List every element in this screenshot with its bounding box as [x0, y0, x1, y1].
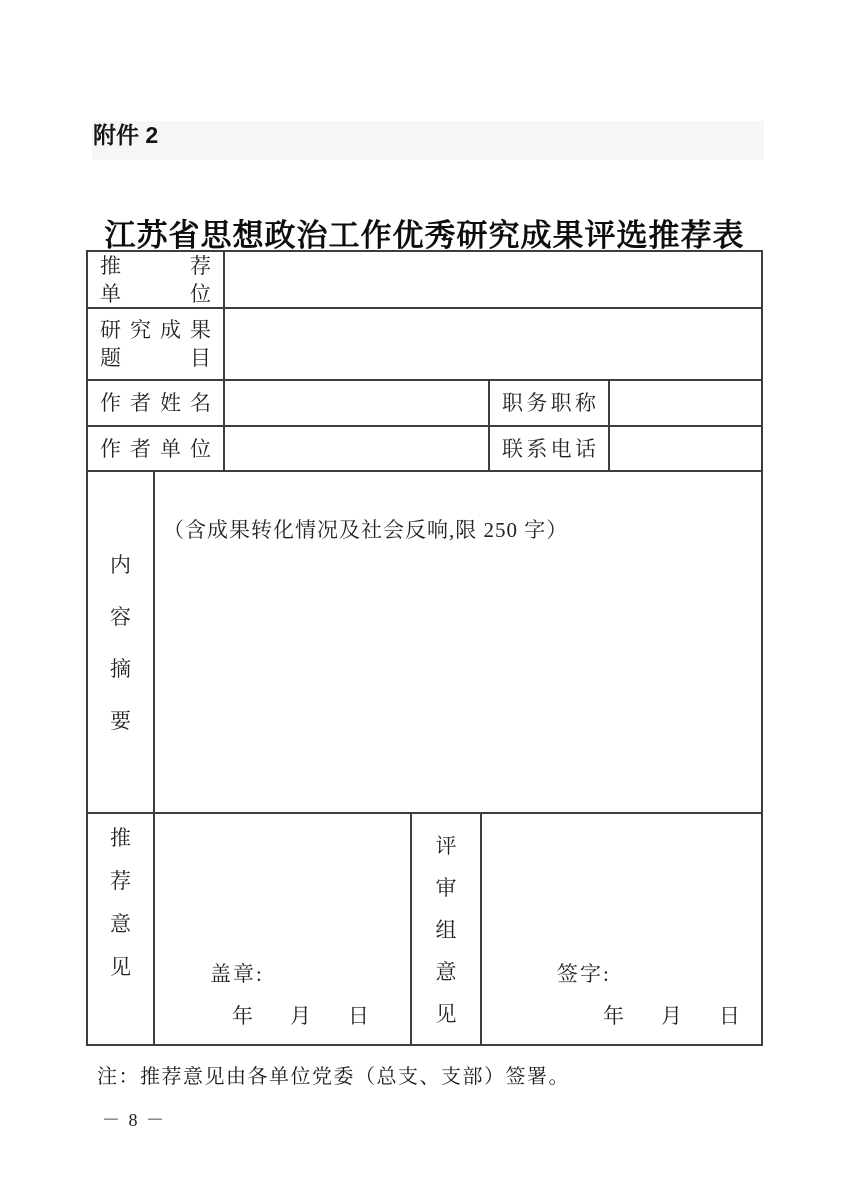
- recommending-unit-value[interactable]: [225, 252, 761, 307]
- author-name-value[interactable]: [225, 381, 490, 425]
- page-number: － 8 －: [102, 1110, 166, 1130]
- achievement-title-label-line2: 题 目: [100, 346, 211, 370]
- row-content-abstract: [88, 472, 761, 814]
- row-author-name: [88, 381, 761, 427]
- achievement-title-label: [88, 309, 225, 379]
- position-title-label: 职 务 职 称: [490, 381, 610, 425]
- attachment-label: 附件 2: [93, 122, 159, 148]
- scan-artifact-band: [92, 121, 764, 160]
- signature-label: 签字:: [557, 962, 611, 986]
- row-opinions: [88, 814, 761, 1044]
- contact-phone-label: 联 系 电 话: [490, 427, 610, 470]
- row-recommending-unit: [88, 252, 761, 309]
- content-abstract-label: 内 容 摘 要: [88, 472, 155, 812]
- recommendation-date-line: 年 月 日: [232, 1004, 369, 1028]
- review-date-line: 年 月 日: [603, 1004, 740, 1028]
- author-name-label: 作 者 姓 名: [88, 381, 225, 425]
- seal-label: 盖章:: [210, 962, 264, 986]
- achievement-title-label-line1: 研 究 成 果: [100, 318, 211, 342]
- recommendation-opinion-label: 推 荐 意 见: [88, 814, 155, 1044]
- page-title: 江苏省思想政治工作优秀研究成果评选推荐表: [104, 217, 745, 253]
- recommending-unit-label: [88, 252, 225, 307]
- author-unit-label: 作 者 单 位: [88, 427, 225, 470]
- row-author-unit: [88, 427, 761, 472]
- recommendation-opinion-value[interactable]: [155, 814, 412, 1044]
- achievement-title-value[interactable]: [225, 309, 761, 379]
- review-group-opinion-label: 评 审 组 意 见: [412, 814, 482, 1044]
- position-title-value[interactable]: [610, 381, 761, 425]
- author-unit-value[interactable]: [225, 427, 490, 470]
- content-abstract-value[interactable]: [155, 472, 761, 812]
- row-achievement-title: [88, 309, 761, 381]
- review-group-opinion-value[interactable]: [482, 814, 761, 1044]
- content-abstract-hint: （含成果转化情况及社会反响,限 250 字）: [163, 518, 569, 542]
- recommendation-form-table: [86, 250, 763, 1046]
- recommending-unit-label-line1: 推 荐: [100, 253, 211, 278]
- contact-phone-value[interactable]: [610, 427, 761, 470]
- footer-note: 注：推荐意见由各单位党委（总支、支部）签署。: [97, 1066, 570, 1088]
- recommending-unit-label-line2: 单 位: [100, 281, 211, 306]
